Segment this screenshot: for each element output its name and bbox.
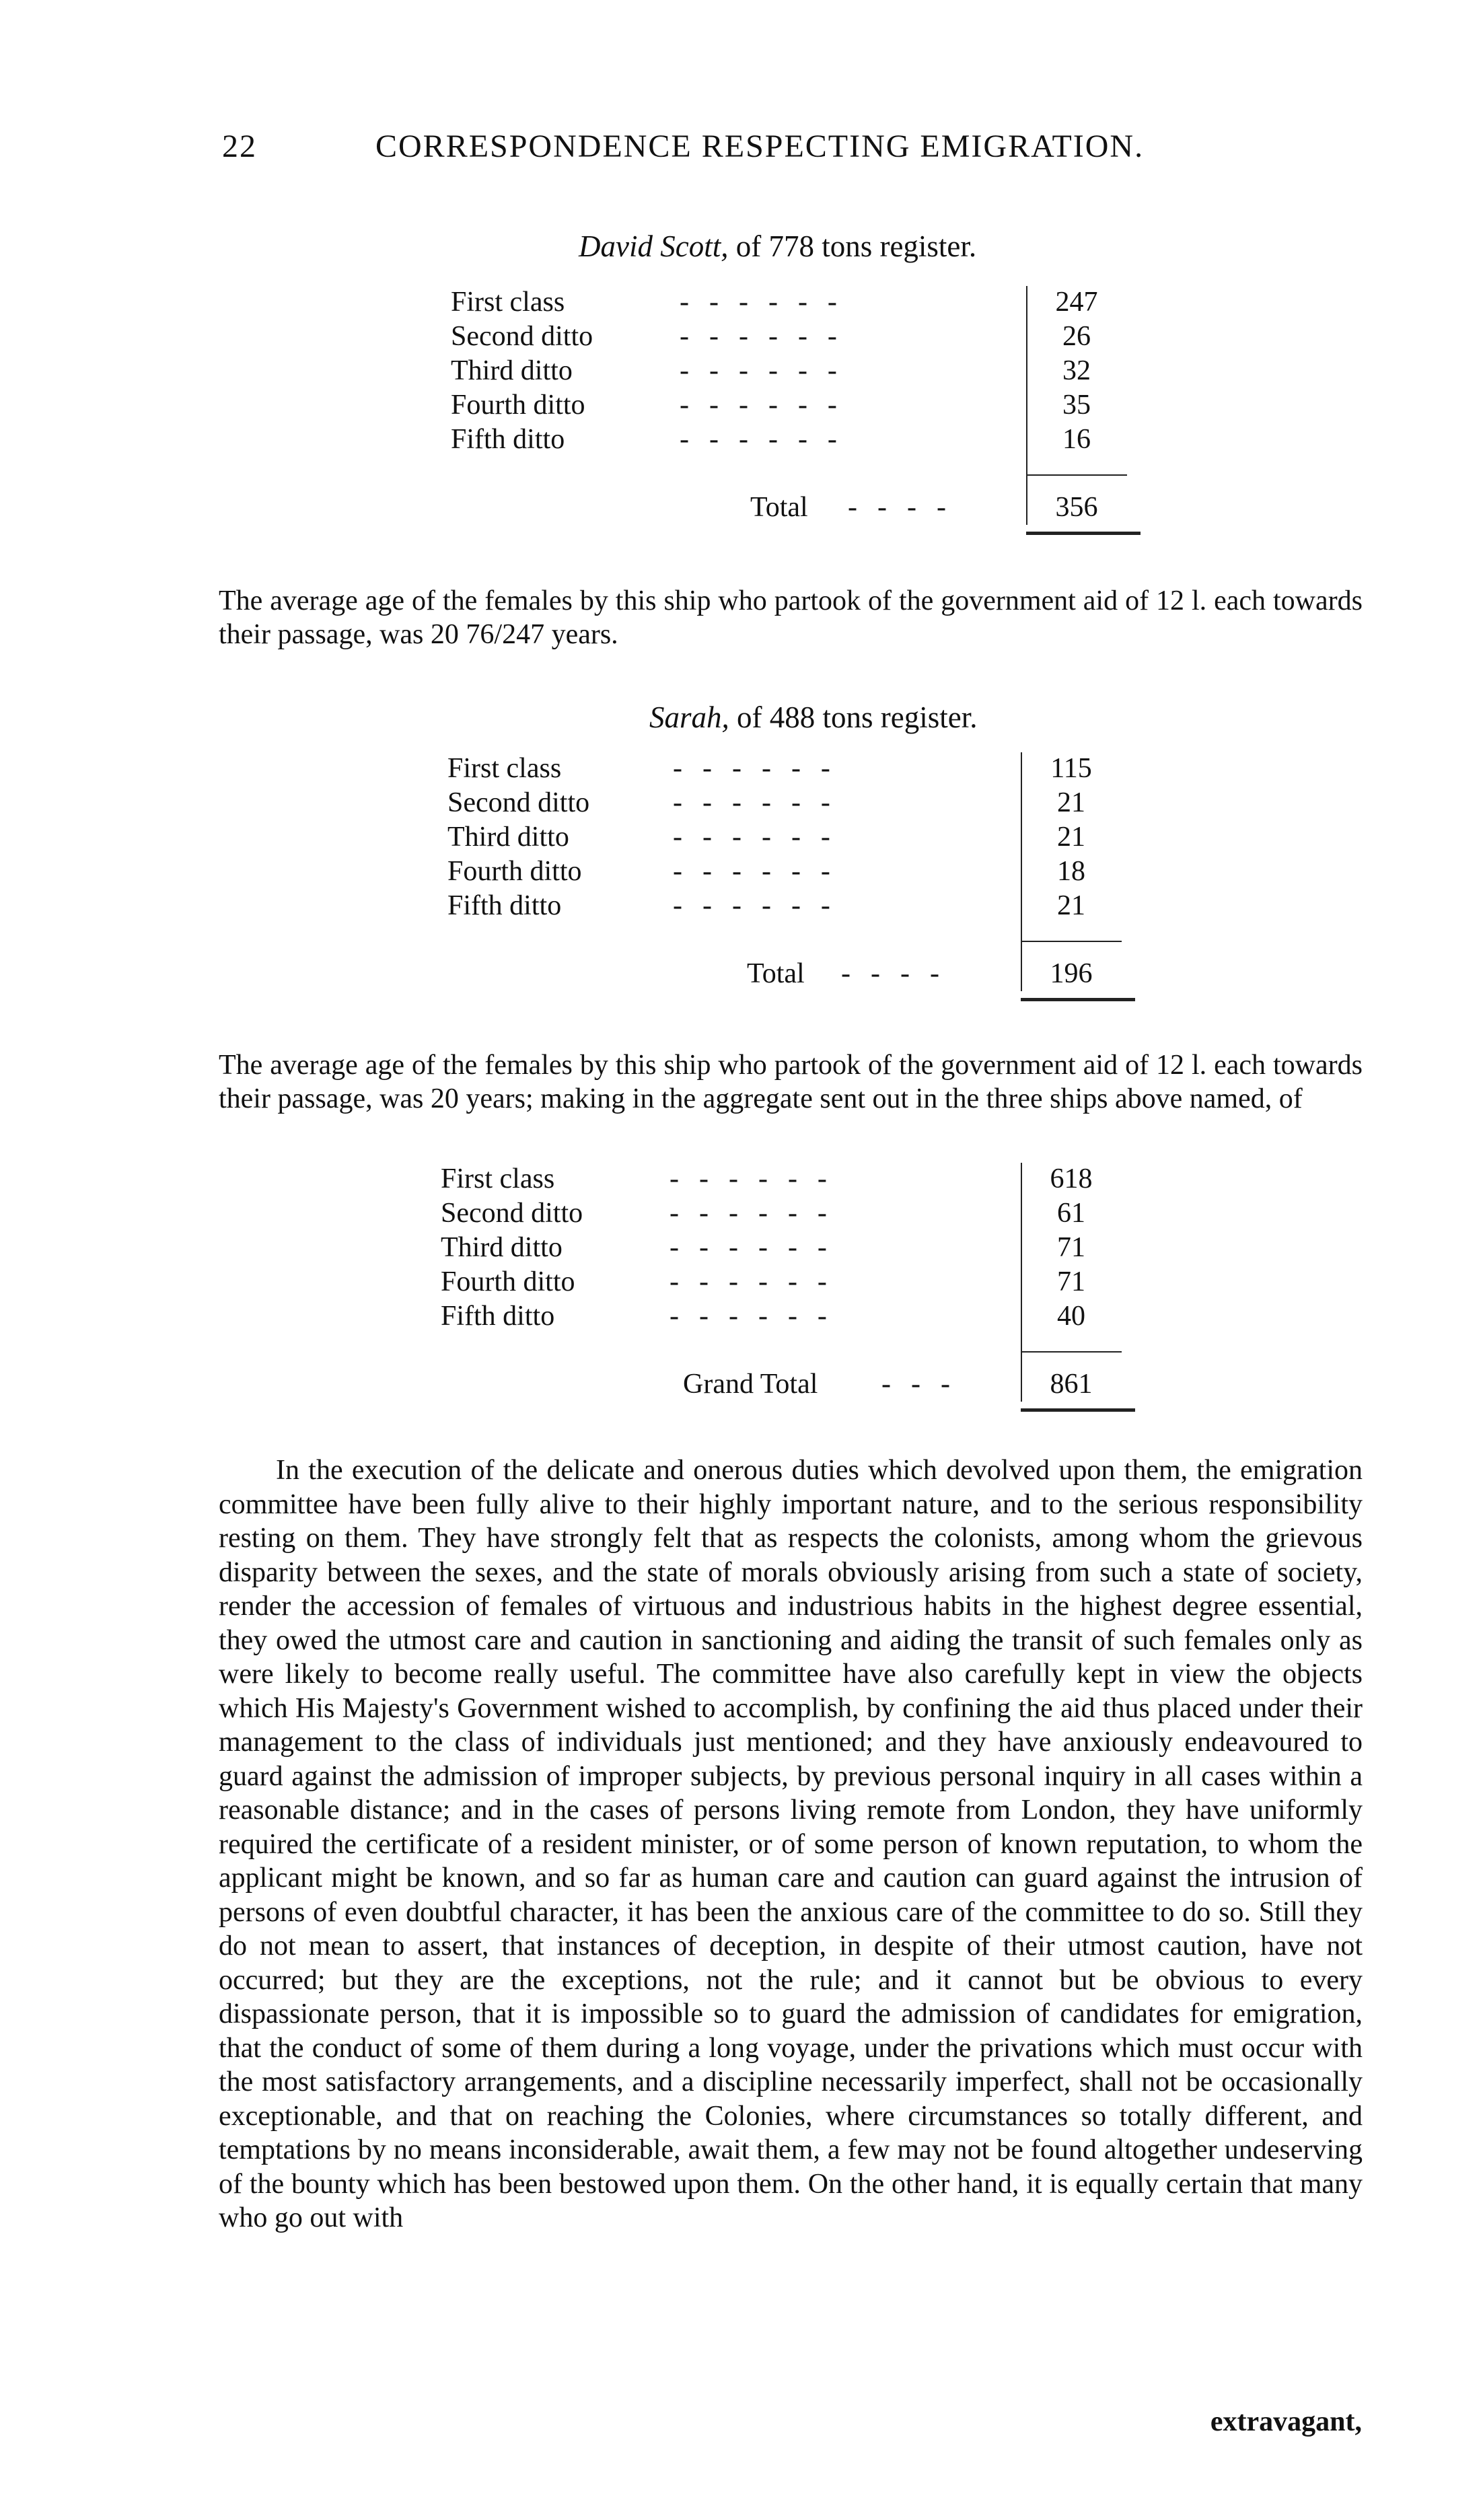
row-value: 21 [1057, 890, 1085, 921]
table-row [451, 355, 1130, 389]
table-row [447, 787, 1127, 821]
table-row [451, 320, 1130, 355]
double-rule [1021, 998, 1135, 1001]
row-label: Fourth ditto [451, 390, 585, 421]
table-row [441, 1163, 1120, 1197]
row-label: Second ditto [451, 321, 593, 352]
ship2-tonnage: of 488 tons register. [737, 700, 978, 734]
page-number: 22 [222, 129, 257, 164]
leader-dashes: ------ [680, 390, 857, 421]
leader-dashes: ------ [670, 1301, 847, 1332]
leader-dashes: ------ [680, 287, 857, 318]
row-value: 61 [1057, 1198, 1085, 1229]
ship2-name: Sarah, [649, 700, 729, 734]
total-value: 356 [1055, 492, 1098, 523]
total-label: Total [750, 492, 808, 523]
double-rule [1026, 532, 1141, 535]
total-value: 861 [1050, 1369, 1093, 1400]
leader-dashes: ------ [673, 787, 851, 818]
ship1-table [451, 286, 1130, 555]
row-value: 71 [1057, 1266, 1085, 1297]
row-value: 26 [1062, 321, 1091, 352]
row-label: First class [441, 1163, 555, 1194]
catchword: extravagant, [1210, 2406, 1362, 2437]
row-value: 40 [1057, 1301, 1085, 1332]
ship1-tonnage: of 778 tons register. [735, 229, 977, 263]
table-row [451, 389, 1130, 423]
column-rule [1021, 1163, 1022, 1402]
table-row [441, 1231, 1120, 1266]
paragraph-average-age-ship2 [219, 1048, 1363, 1116]
leader-dashes: ------ [680, 321, 857, 352]
column-rule [1026, 286, 1027, 525]
leader-dashes: ------ [673, 890, 851, 921]
leader-dashes: ------ [673, 856, 851, 887]
sum-rule [1021, 941, 1122, 942]
running-title: CORRESPONDENCE RESPECTING EMIGRATION. [375, 129, 1145, 164]
row-label: Third ditto [451, 355, 573, 386]
row-label: Fifth ditto [451, 424, 565, 455]
table-row [447, 890, 1127, 924]
total-value: 196 [1050, 958, 1093, 989]
row-value: 71 [1057, 1232, 1085, 1263]
paragraph-average-age-ship1 [219, 584, 1363, 651]
body-paragraph: In the execution of the delicate and onerous duties which devolved upon them, the emigration committee have been fully alive to their highly important nature, and to the serious responsibility resting on them. They have strongly felt that as respects the colonists, among whom the grievous disparity between the sexes, and the state of morals obviously arising from such a state of society, render the accession of females of virtuous and industrious habits in the highest degree essential, they owed the utmost care and caution in sanctioning and aiding the transit of such females only as were likely to become really useful. The committee have also carefully kept in view the objects which His Majesty's Government wished to accomplish, by confining the aid thus placed under their management to the class of individuals just mentioned; and they have anxiously endeavoured to guard against the admission of improper subjects, by previous personal inquiry in all cases within a reasonable distance; and in the cases of persons living remote from London, they have uniformly required the certificate of a resident minister, or of some person of known reputation, to whom the applicant might be known, and so far as human care and caution can guard against the intrusion of persons of even doubtful character, it has been the anxious care of the committee to do so. Still they do not mean to assert, that instances of deception, in despite of their utmost caution, have not occurred; but they are the exceptions, not the rule; and it cannot but be obvious to every dispassionate person, that it is impossible so to guard the admission of candidates for emigration, that the conduct of some of them during a long voyage, under the privations which must occur with the most satisfactory arrangements, and a discipline necessarily imperfect, shall not be occasionally exceptionable, and that on reaching the Colonies, where circumstances so totally different, and temptations by no means inconsiderable, await them, a few may not be found altogether undeserving of the bounty which has been bestowed upon them. On the other hand, it is equally certain that many who go out with [219, 1455, 1363, 2233]
row-label: First class [451, 287, 565, 318]
total-leader-dashes: --- [881, 1369, 970, 1400]
row-label: First class [447, 753, 562, 784]
total-label: Grand Total [683, 1369, 818, 1400]
table-row [441, 1197, 1120, 1231]
table-row [441, 1300, 1120, 1334]
row-value: 18 [1057, 856, 1085, 887]
row-label: Fifth ditto [447, 890, 562, 921]
row-label: Fifth ditto [441, 1301, 555, 1332]
row-label: Third ditto [441, 1232, 563, 1263]
table-row [441, 1266, 1120, 1300]
total-label: Total [747, 958, 805, 989]
aggregate-table [441, 1163, 1120, 1432]
total-leader-dashes: ---- [848, 492, 966, 523]
leader-dashes: ------ [670, 1163, 847, 1194]
sum-rule [1021, 1351, 1122, 1353]
table-row [447, 752, 1127, 787]
ship2-table [447, 752, 1127, 1021]
leader-dashes: ------ [673, 753, 851, 784]
row-label: Fourth ditto [447, 856, 582, 887]
leader-dashes: ------ [680, 424, 857, 455]
row-value: 115 [1050, 753, 1092, 784]
sum-rule [1026, 474, 1127, 476]
row-label: Second ditto [447, 787, 590, 818]
para2-text: The average age of the females by this ship who partook of the government aid of 12 l. each towards their passage, was 20 years; making in the aggregate sent out in the three ships above named, of [219, 1050, 1363, 1114]
row-label: Third ditto [447, 822, 569, 853]
ship1-heading [579, 229, 976, 264]
leader-dashes: ------ [670, 1232, 847, 1263]
para1-text: The average age of the females by this ship who partook of the government aid of 12 l. each towards their passage, was 20 76/247 years. [219, 585, 1363, 650]
leader-dashes: ------ [680, 355, 857, 386]
leader-dashes: ------ [670, 1198, 847, 1229]
column-rule [1021, 752, 1022, 991]
leader-dashes: ------ [673, 822, 851, 853]
row-value: 21 [1057, 787, 1085, 818]
table-row [447, 855, 1127, 890]
row-value: 247 [1055, 287, 1098, 318]
total-leader-dashes: ---- [841, 958, 960, 989]
row-value: 618 [1050, 1163, 1093, 1194]
table-row [451, 423, 1130, 458]
table-row [447, 821, 1127, 855]
double-rule [1021, 1408, 1135, 1412]
row-label: Fourth ditto [441, 1266, 575, 1297]
ship2-heading [649, 700, 977, 735]
row-value: 21 [1057, 822, 1085, 853]
leader-dashes: ------ [670, 1266, 847, 1297]
row-value: 32 [1062, 355, 1091, 386]
row-label: Second ditto [441, 1198, 583, 1229]
table-row [451, 286, 1130, 320]
row-value: 16 [1062, 424, 1091, 455]
row-value: 35 [1062, 390, 1091, 421]
ship1-name: David Scott, [579, 229, 729, 263]
